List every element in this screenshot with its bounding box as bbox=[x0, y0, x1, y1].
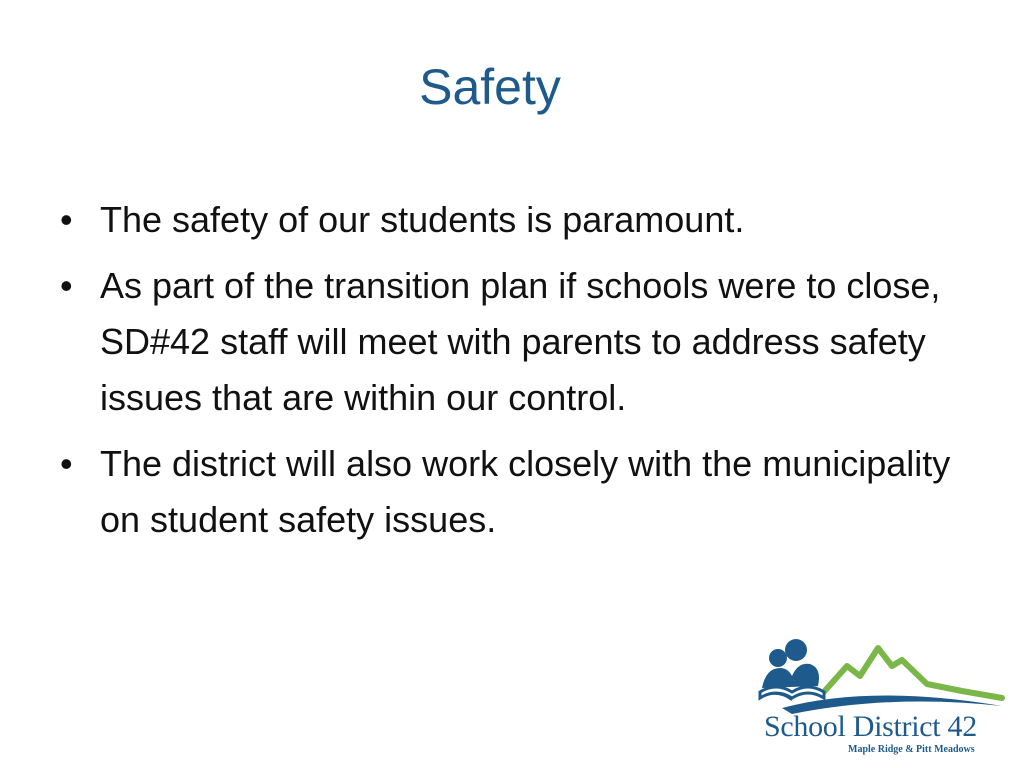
school-district-logo bbox=[752, 636, 1012, 760]
bullet-list bbox=[56, 192, 956, 558]
bullet-text: The safety of our students is paramount. bbox=[100, 199, 745, 240]
bullet-dot-icon: • bbox=[60, 443, 73, 484]
slide-title: Safety bbox=[419, 59, 561, 115]
bullet-item bbox=[56, 192, 956, 248]
bullet-item bbox=[56, 436, 956, 548]
logo-name: School District 42 bbox=[764, 710, 977, 743]
logo-graphic-icon bbox=[752, 636, 1012, 716]
bullet-dot-icon: • bbox=[60, 199, 73, 240]
bullet-text: The district will also work closely with the municipality on student safety issues. bbox=[100, 443, 951, 540]
bullet-item bbox=[56, 258, 956, 426]
bullet-dot-icon: • bbox=[60, 265, 73, 306]
bullet-text: As part of the transition plan if schools were to close, SD#42 staff will meet with parents to address safety issues that are within our control. bbox=[100, 265, 941, 418]
logo-subtitle: Maple Ridge & Pitt Meadows bbox=[848, 744, 975, 755]
